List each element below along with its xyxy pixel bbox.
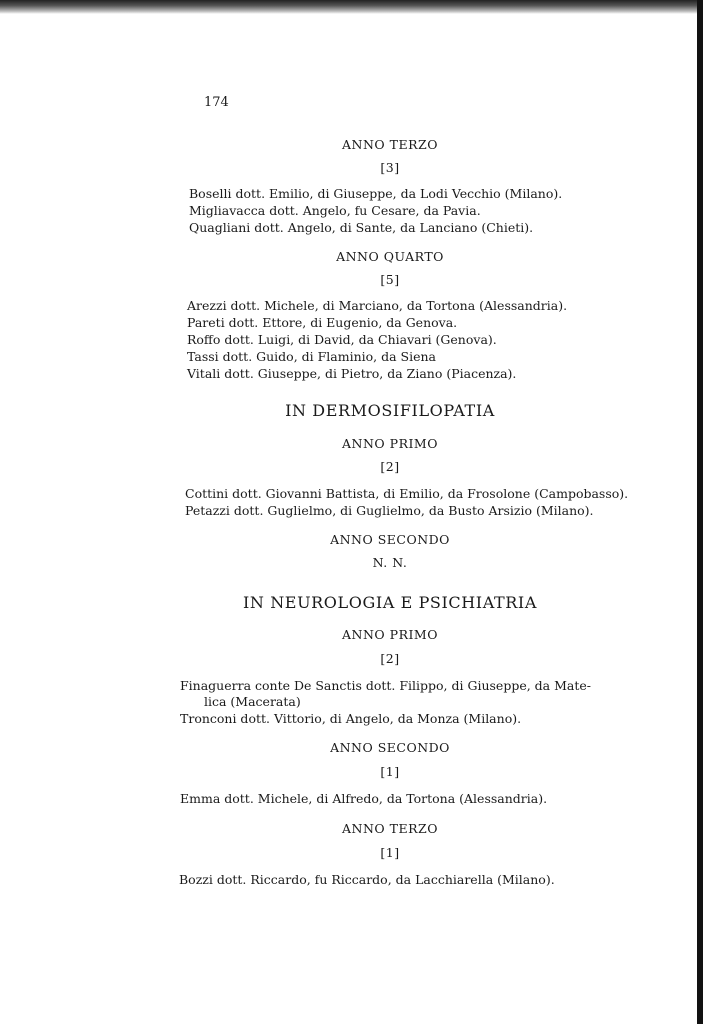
heading-neurologia: IN NEUROLOGIA E PSICHIATRIA [242, 593, 538, 612]
entry-boselli: Boselli dott. Emilio, di Giuseppe, da Lodi Vecchio (Milano). [189, 186, 563, 201]
entry-emma: Emma dott. Michele, di Alfredo, da Tortona (Alessandria). [180, 791, 548, 806]
entry-pareti: Pareti dott. Ettore, di Eugenio, da Genova. [187, 315, 458, 330]
entry-tronconi: Tronconi dott. Vittorio, di Angelo, da Monza (Milano). [180, 711, 522, 726]
scan-top-shadow [0, 0, 703, 14]
neuro-year-primo: ANNO PRIMO [342, 627, 438, 642]
entry-arezzi: Arezzi dott. Michele, di Marciano, da Tortona (Alessandria). [187, 298, 568, 313]
heading-dermosifilopatia: IN DERMOSIFILOPATIA [285, 401, 495, 420]
section-year-terzo: ANNO TERZO [342, 137, 438, 152]
entry-migliavacca: Migliavacca dott. Angelo, fu Cesare, da Pavia. [189, 203, 481, 218]
entry-roffo: Roffo dott. Luigi, di David, da Chiavari (Genova). [187, 332, 497, 347]
entry-tassi: Tassi dott. Guido, di Flaminio, da Siena [187, 349, 437, 364]
dermo-count-secondo: N. N. [372, 555, 408, 570]
dermo-year-primo: ANNO PRIMO [342, 436, 438, 451]
neuro-count-terzo: [1] [380, 845, 400, 860]
page-number: 174 [204, 95, 229, 110]
entry-quagliani: Quagliani dott. Angelo, di Sante, da Lanciano (Chieti). [189, 220, 534, 235]
section-year-quarto: ANNO QUARTO [336, 249, 444, 264]
entry-cottini: Cottini dott. Giovanni Battista, di Emilio, da Frosolone (Campobasso). [185, 486, 629, 501]
neuro-year-secondo: ANNO SECONDO [330, 740, 450, 755]
scan-right-edge [697, 0, 703, 1024]
entry-vitali: Vitali dott. Giuseppe, di Pietro, da Ziano (Piacenza). [187, 366, 517, 381]
section-count-quarto: [5] [380, 272, 400, 287]
neuro-year-terzo: ANNO TERZO [342, 821, 438, 836]
dermo-count-primo: [2] [380, 459, 400, 474]
neuro-count-primo: [2] [380, 651, 400, 666]
neuro-count-secondo: [1] [380, 764, 400, 779]
entry-finaguerra: Finaguerra conte De Sanctis dott. Filippo, di Giuseppe, da Mate- [180, 678, 591, 693]
section-count-terzo: [3] [380, 160, 400, 175]
entry-petazzi: Petazzi dott. Guglielmo, di Guglielmo, da Busto Arsizio (Milano). [185, 503, 594, 518]
entry-finaguerra-cont: lica (Macerata) [204, 694, 301, 709]
dermo-year-secondo: ANNO SECONDO [330, 532, 450, 547]
entry-bozzi: Bozzi dott. Riccardo, fu Riccardo, da Lacchiarella (Milano). [179, 872, 555, 887]
